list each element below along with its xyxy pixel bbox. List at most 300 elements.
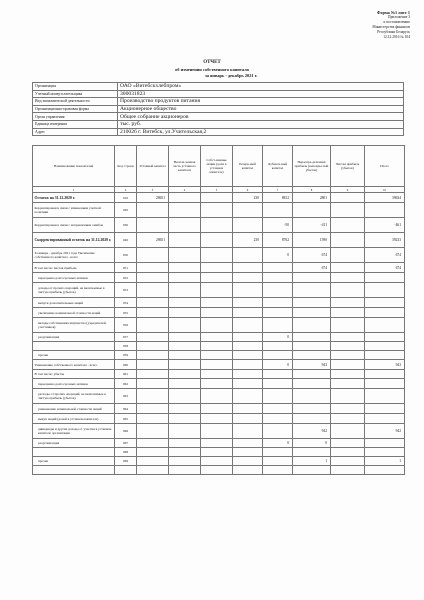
table-row bbox=[33, 263, 405, 273]
cell-value bbox=[201, 283, 233, 298]
row-label bbox=[33, 466, 115, 475]
cell-value: 942 bbox=[293, 424, 331, 439]
column-header: Собст-венные акции (доли в уставном капитале) bbox=[201, 146, 233, 187]
cell-value: 942 bbox=[365, 424, 405, 439]
info-row bbox=[33, 83, 404, 91]
cell-value bbox=[233, 439, 263, 448]
table-row bbox=[33, 298, 405, 308]
cell-value bbox=[233, 466, 263, 475]
cell-value: 943 bbox=[365, 360, 405, 370]
cell-value bbox=[201, 414, 233, 424]
row-code: 050 bbox=[115, 248, 137, 263]
cell-value bbox=[293, 466, 331, 475]
table-row bbox=[33, 283, 405, 298]
cell-value bbox=[365, 333, 405, 342]
cell-value bbox=[169, 193, 201, 203]
cell-value bbox=[137, 424, 169, 439]
cell-value bbox=[293, 342, 331, 351]
table-row bbox=[33, 308, 405, 318]
cell-value bbox=[137, 448, 169, 457]
cell-value bbox=[233, 283, 263, 298]
row-code: 057 bbox=[115, 333, 137, 342]
cell-value bbox=[233, 360, 263, 370]
row-code: 051 bbox=[115, 263, 137, 273]
column-number: 5 bbox=[201, 187, 233, 193]
info-key: Организационно-правовая форма bbox=[33, 105, 118, 113]
cell-value bbox=[137, 203, 169, 218]
cell-value bbox=[293, 389, 331, 404]
cell-value bbox=[201, 389, 233, 404]
cell-value bbox=[293, 318, 331, 333]
report-period: за январь - декабрь 2021 г. bbox=[205, 73, 258, 78]
cell-value bbox=[169, 283, 201, 298]
table-row bbox=[33, 466, 405, 475]
table-row bbox=[33, 360, 405, 370]
equity-changes-table bbox=[32, 145, 405, 475]
info-value: Производство продуктов питания bbox=[118, 98, 404, 106]
table-row bbox=[33, 404, 405, 414]
report-title: ОТЧЕТ bbox=[203, 60, 221, 65]
cell-value bbox=[201, 404, 233, 414]
row-label: выкуп акций (долей в уставном капитале) bbox=[33, 414, 115, 424]
cell-value bbox=[233, 308, 263, 318]
column-header: Код строки bbox=[115, 146, 137, 187]
cell-value: 0 bbox=[293, 439, 331, 448]
cell-value bbox=[233, 457, 263, 466]
cell-value bbox=[137, 360, 169, 370]
cell-value bbox=[365, 448, 405, 457]
info-row bbox=[33, 98, 404, 106]
row-label: доходы от прочих операций, не включаемые в чистую прибыль (убыток) bbox=[33, 283, 115, 298]
cell-value bbox=[169, 466, 201, 475]
table-row bbox=[33, 448, 405, 457]
cell-value: 674 bbox=[365, 248, 405, 263]
cell-value bbox=[137, 273, 169, 283]
row-label: реорганизация bbox=[33, 439, 115, 448]
cell-value bbox=[263, 414, 293, 424]
cell-value bbox=[233, 379, 263, 389]
row-code bbox=[115, 466, 137, 475]
cell-value bbox=[137, 248, 169, 263]
cell-value bbox=[331, 203, 365, 218]
cell-value bbox=[263, 351, 293, 360]
cell-value bbox=[233, 389, 263, 404]
cell-value bbox=[263, 203, 293, 218]
form-header bbox=[372, 10, 410, 40]
column-number: 7 bbox=[263, 187, 293, 193]
cell-value bbox=[233, 248, 263, 263]
cell-value bbox=[331, 379, 365, 389]
table-row bbox=[33, 351, 405, 360]
cell-value bbox=[201, 298, 233, 308]
cell-value bbox=[137, 218, 169, 233]
row-code: 055 bbox=[115, 308, 137, 318]
cell-value bbox=[233, 404, 263, 414]
cell-value bbox=[233, 273, 263, 283]
cell-value bbox=[331, 342, 365, 351]
cell-value bbox=[201, 308, 233, 318]
cell-value bbox=[365, 203, 405, 218]
cell-value bbox=[331, 360, 365, 370]
cell-value bbox=[169, 424, 201, 439]
info-row bbox=[33, 128, 404, 136]
cell-value: -50 bbox=[263, 218, 293, 233]
cell-value bbox=[201, 342, 233, 351]
cell-value bbox=[365, 389, 405, 404]
cell-value bbox=[331, 389, 365, 404]
cell-value: 39634 bbox=[365, 193, 405, 203]
cell-value bbox=[137, 389, 169, 404]
column-number: 3 bbox=[137, 187, 169, 193]
cell-value bbox=[365, 318, 405, 333]
table-row bbox=[33, 233, 405, 248]
cell-value: 0 bbox=[263, 248, 293, 263]
cell-value bbox=[293, 283, 331, 298]
cell-value bbox=[201, 370, 233, 379]
cell-value bbox=[263, 389, 293, 404]
table-row bbox=[33, 414, 405, 424]
row-label: уменьшение номинальной стоимости акций bbox=[33, 404, 115, 414]
cell-value bbox=[263, 318, 293, 333]
cell-value bbox=[201, 248, 233, 263]
table-row bbox=[33, 370, 405, 379]
cell-value bbox=[331, 457, 365, 466]
cell-value bbox=[365, 370, 405, 379]
cell-value bbox=[331, 298, 365, 308]
cell-value bbox=[137, 439, 169, 448]
cell-value bbox=[137, 379, 169, 389]
cell-value bbox=[137, 318, 169, 333]
cell-value bbox=[137, 342, 169, 351]
info-row bbox=[33, 90, 404, 98]
row-code: 040 bbox=[115, 233, 137, 248]
cell-value bbox=[331, 248, 365, 263]
column-number: 8 bbox=[293, 187, 331, 193]
info-key: Единица измерения bbox=[33, 120, 118, 128]
cell-value bbox=[201, 193, 233, 203]
row-code: 062 bbox=[115, 379, 137, 389]
cell-value bbox=[365, 404, 405, 414]
row-code: 060 bbox=[115, 360, 137, 370]
row-code: 020 bbox=[115, 203, 137, 218]
cell-value bbox=[169, 318, 201, 333]
cell-value bbox=[169, 457, 201, 466]
cell-value bbox=[331, 448, 365, 457]
row-label bbox=[33, 342, 115, 351]
row-label: переоценка долгосрочных активов bbox=[33, 379, 115, 389]
cell-value bbox=[331, 414, 365, 424]
cell-value bbox=[331, 318, 365, 333]
cell-value bbox=[233, 424, 263, 439]
cell-value bbox=[293, 273, 331, 283]
cell-value bbox=[365, 414, 405, 424]
cell-value: 8762 bbox=[263, 233, 293, 248]
cell-value bbox=[331, 370, 365, 379]
cell-value bbox=[263, 424, 293, 439]
info-value: Общее собрание акционеров bbox=[118, 113, 404, 121]
cell-value bbox=[201, 424, 233, 439]
info-value: тыс. руб. bbox=[118, 120, 404, 128]
cell-value bbox=[201, 318, 233, 333]
cell-value bbox=[365, 308, 405, 318]
cell-value bbox=[137, 351, 169, 360]
cell-value: 230 bbox=[233, 233, 263, 248]
table-row bbox=[33, 333, 405, 342]
row-label: переоценка долгосрочных активов bbox=[33, 273, 115, 283]
cell-value bbox=[169, 298, 201, 308]
row-label bbox=[33, 448, 115, 457]
cell-value bbox=[331, 466, 365, 475]
cell-value bbox=[263, 466, 293, 475]
row-label: В том числе: убыток bbox=[33, 370, 115, 379]
cell-value bbox=[169, 218, 201, 233]
organization-info-table bbox=[32, 82, 404, 136]
cell-value bbox=[169, 370, 201, 379]
column-header: Итого bbox=[365, 146, 405, 187]
cell-value bbox=[263, 263, 293, 273]
info-key: Адрес bbox=[33, 128, 118, 136]
row-label: увеличение номинальной стоимости акций bbox=[33, 308, 115, 318]
cell-value: 28651 bbox=[137, 233, 169, 248]
cell-value bbox=[365, 298, 405, 308]
cell-value bbox=[365, 466, 405, 475]
cell-value bbox=[137, 308, 169, 318]
table-row bbox=[33, 248, 405, 263]
cell-value bbox=[331, 333, 365, 342]
cell-value: 674 bbox=[293, 248, 331, 263]
row-code: 058 bbox=[115, 342, 137, 351]
table-row bbox=[33, 218, 405, 233]
cell-value bbox=[331, 193, 365, 203]
info-key: Учетный номер плательщика bbox=[33, 90, 118, 98]
cell-value: 1 bbox=[365, 457, 405, 466]
cell-value bbox=[293, 370, 331, 379]
cell-value bbox=[293, 308, 331, 318]
row-label: реорганизация bbox=[33, 333, 115, 342]
cell-value bbox=[263, 457, 293, 466]
table-row bbox=[33, 379, 405, 389]
cell-value bbox=[233, 318, 263, 333]
cell-value bbox=[263, 404, 293, 414]
column-number: 1 bbox=[33, 187, 115, 193]
cell-value bbox=[331, 404, 365, 414]
info-row bbox=[33, 120, 404, 128]
cell-value bbox=[201, 233, 233, 248]
info-row bbox=[33, 105, 404, 113]
row-code: 010 bbox=[115, 193, 137, 203]
column-header: Резерв-ный капитал bbox=[233, 146, 263, 187]
row-label: Остаток на 31.12.2020 г. bbox=[33, 193, 115, 203]
cell-value bbox=[169, 263, 201, 273]
cell-value bbox=[365, 351, 405, 360]
cell-value bbox=[365, 283, 405, 298]
row-label: выпуск дополнительных акций bbox=[33, 298, 115, 308]
row-code: 056 bbox=[115, 318, 137, 333]
cell-value bbox=[365, 439, 405, 448]
cell-value bbox=[137, 414, 169, 424]
cell-value bbox=[233, 218, 263, 233]
table-row bbox=[33, 389, 405, 404]
cell-value: 39233 bbox=[365, 233, 405, 248]
cell-value bbox=[233, 414, 263, 424]
cell-value bbox=[263, 308, 293, 318]
row-label: Уменьшение собственного капитала - всего bbox=[33, 360, 115, 370]
column-number: 6 bbox=[233, 187, 263, 193]
row-label: прочие bbox=[33, 457, 115, 466]
cell-value: 2801 bbox=[293, 193, 331, 203]
header-line: 12.12.2016 № 104 bbox=[383, 35, 410, 39]
header-line: Республики Беларусь bbox=[377, 30, 410, 34]
cell-value bbox=[263, 448, 293, 457]
row-label: дивиденды и другие доходы от участия в уставном капитале организации bbox=[33, 424, 115, 439]
cell-value: -461 bbox=[365, 218, 405, 233]
cell-value bbox=[169, 360, 201, 370]
row-label: Корректировки в связи с изменением учетной политики bbox=[33, 203, 115, 218]
cell-value bbox=[293, 379, 331, 389]
cell-value bbox=[169, 233, 201, 248]
row-code: 030 bbox=[115, 218, 137, 233]
cell-value bbox=[233, 342, 263, 351]
cell-value: 8812 bbox=[263, 193, 293, 203]
cell-value bbox=[137, 333, 169, 342]
row-code: 069 bbox=[115, 457, 137, 466]
cell-value bbox=[331, 273, 365, 283]
info-row bbox=[33, 113, 404, 121]
cell-value bbox=[201, 263, 233, 273]
cell-value bbox=[169, 308, 201, 318]
cell-value: -411 bbox=[293, 218, 331, 233]
cell-value bbox=[331, 308, 365, 318]
cell-value bbox=[293, 351, 331, 360]
cell-value bbox=[169, 439, 201, 448]
cell-value bbox=[263, 283, 293, 298]
cell-value: 0 bbox=[263, 333, 293, 342]
cell-value bbox=[137, 298, 169, 308]
cell-value: 1590 bbox=[293, 233, 331, 248]
row-code: 053 bbox=[115, 283, 137, 298]
column-number: 10 bbox=[365, 187, 405, 193]
table-row bbox=[33, 439, 405, 448]
header-line: Приложение 3 bbox=[388, 15, 410, 19]
cell-value: 0 bbox=[263, 360, 293, 370]
cell-value: 0 bbox=[263, 439, 293, 448]
cell-value bbox=[293, 203, 331, 218]
cell-value bbox=[233, 448, 263, 457]
row-code: 067 bbox=[115, 439, 137, 448]
cell-value bbox=[233, 333, 263, 342]
cell-value bbox=[365, 342, 405, 351]
row-label: В том числе: чистая прибыль bbox=[33, 263, 115, 273]
table-row bbox=[33, 457, 405, 466]
row-code: 059 bbox=[115, 351, 137, 360]
cell-value bbox=[201, 379, 233, 389]
cell-value bbox=[201, 439, 233, 448]
info-value: 210026 г. Витебск, ул.Учительская,2 bbox=[118, 128, 404, 136]
row-code: 054 bbox=[115, 298, 137, 308]
cell-value bbox=[201, 203, 233, 218]
cell-value bbox=[169, 414, 201, 424]
cell-value: 1 bbox=[293, 457, 331, 466]
info-value: Акционерное общество bbox=[118, 105, 404, 113]
table-row bbox=[33, 203, 405, 218]
cell-value bbox=[169, 379, 201, 389]
cell-value bbox=[233, 203, 263, 218]
row-label: Корректировки в связи с исправлением ошибок bbox=[33, 218, 115, 233]
cell-value bbox=[331, 283, 365, 298]
cell-value bbox=[169, 342, 201, 351]
cell-value bbox=[169, 203, 201, 218]
info-key: Организация bbox=[33, 83, 118, 91]
column-number: 4 bbox=[169, 187, 201, 193]
table-row bbox=[33, 318, 405, 333]
column-header: Добавоч-ный капитал bbox=[263, 146, 293, 187]
cell-value bbox=[263, 298, 293, 308]
report-subtitle: об изменении собственного капитала bbox=[175, 67, 249, 72]
row-code: 065 bbox=[115, 414, 137, 424]
cell-value bbox=[201, 360, 233, 370]
cell-value bbox=[201, 333, 233, 342]
table-header-row bbox=[33, 146, 405, 187]
row-code: 066 bbox=[115, 424, 137, 439]
cell-value bbox=[201, 273, 233, 283]
table-row bbox=[33, 193, 405, 203]
cell-value bbox=[201, 448, 233, 457]
info-key: Орган управления bbox=[33, 113, 118, 121]
column-number: 2 bbox=[115, 187, 137, 193]
cell-value bbox=[169, 389, 201, 404]
cell-value bbox=[137, 457, 169, 466]
cell-value bbox=[263, 370, 293, 379]
form-number: Форма №1 лист 1 bbox=[376, 10, 410, 15]
table-row bbox=[33, 273, 405, 283]
column-header: Нераспре-деленная прибыль (непокры-тый убыток) bbox=[293, 146, 331, 187]
cell-value bbox=[137, 283, 169, 298]
row-code: 052 bbox=[115, 273, 137, 283]
cell-value bbox=[263, 379, 293, 389]
cell-value bbox=[331, 351, 365, 360]
cell-value bbox=[169, 351, 201, 360]
cell-value bbox=[293, 448, 331, 457]
cell-value bbox=[137, 370, 169, 379]
cell-value bbox=[331, 424, 365, 439]
row-code: 063 bbox=[115, 389, 137, 404]
cell-value bbox=[331, 233, 365, 248]
cell-value: 230 bbox=[233, 193, 263, 203]
cell-value bbox=[169, 248, 201, 263]
row-label: За январь - декабрь 2021 года Увеличение собственного капитала - всего bbox=[33, 248, 115, 263]
cell-value bbox=[201, 351, 233, 360]
row-code: 064 bbox=[115, 404, 137, 414]
cell-value bbox=[293, 333, 331, 342]
column-header: Уставный капитал bbox=[137, 146, 169, 187]
column-header: Чистая прибыль (убыток) bbox=[331, 146, 365, 187]
cell-value bbox=[331, 263, 365, 273]
cell-value bbox=[169, 333, 201, 342]
cell-value bbox=[201, 218, 233, 233]
row-label: прочие bbox=[33, 351, 115, 360]
cell-value bbox=[331, 218, 365, 233]
row-label: Скорректированный остаток на 31.12.2020 г. bbox=[33, 233, 115, 248]
row-code: 061 bbox=[115, 370, 137, 379]
cell-value bbox=[331, 439, 365, 448]
row-code: 068 bbox=[115, 448, 137, 457]
header-line: к постановлению bbox=[383, 20, 410, 24]
cell-value bbox=[365, 379, 405, 389]
cell-value bbox=[293, 404, 331, 414]
row-label: расходы от прочих операций, не включаемые в чистую прибыль (убыток) bbox=[33, 389, 115, 404]
column-header: Наименование показателей bbox=[33, 146, 115, 187]
cell-value bbox=[201, 457, 233, 466]
